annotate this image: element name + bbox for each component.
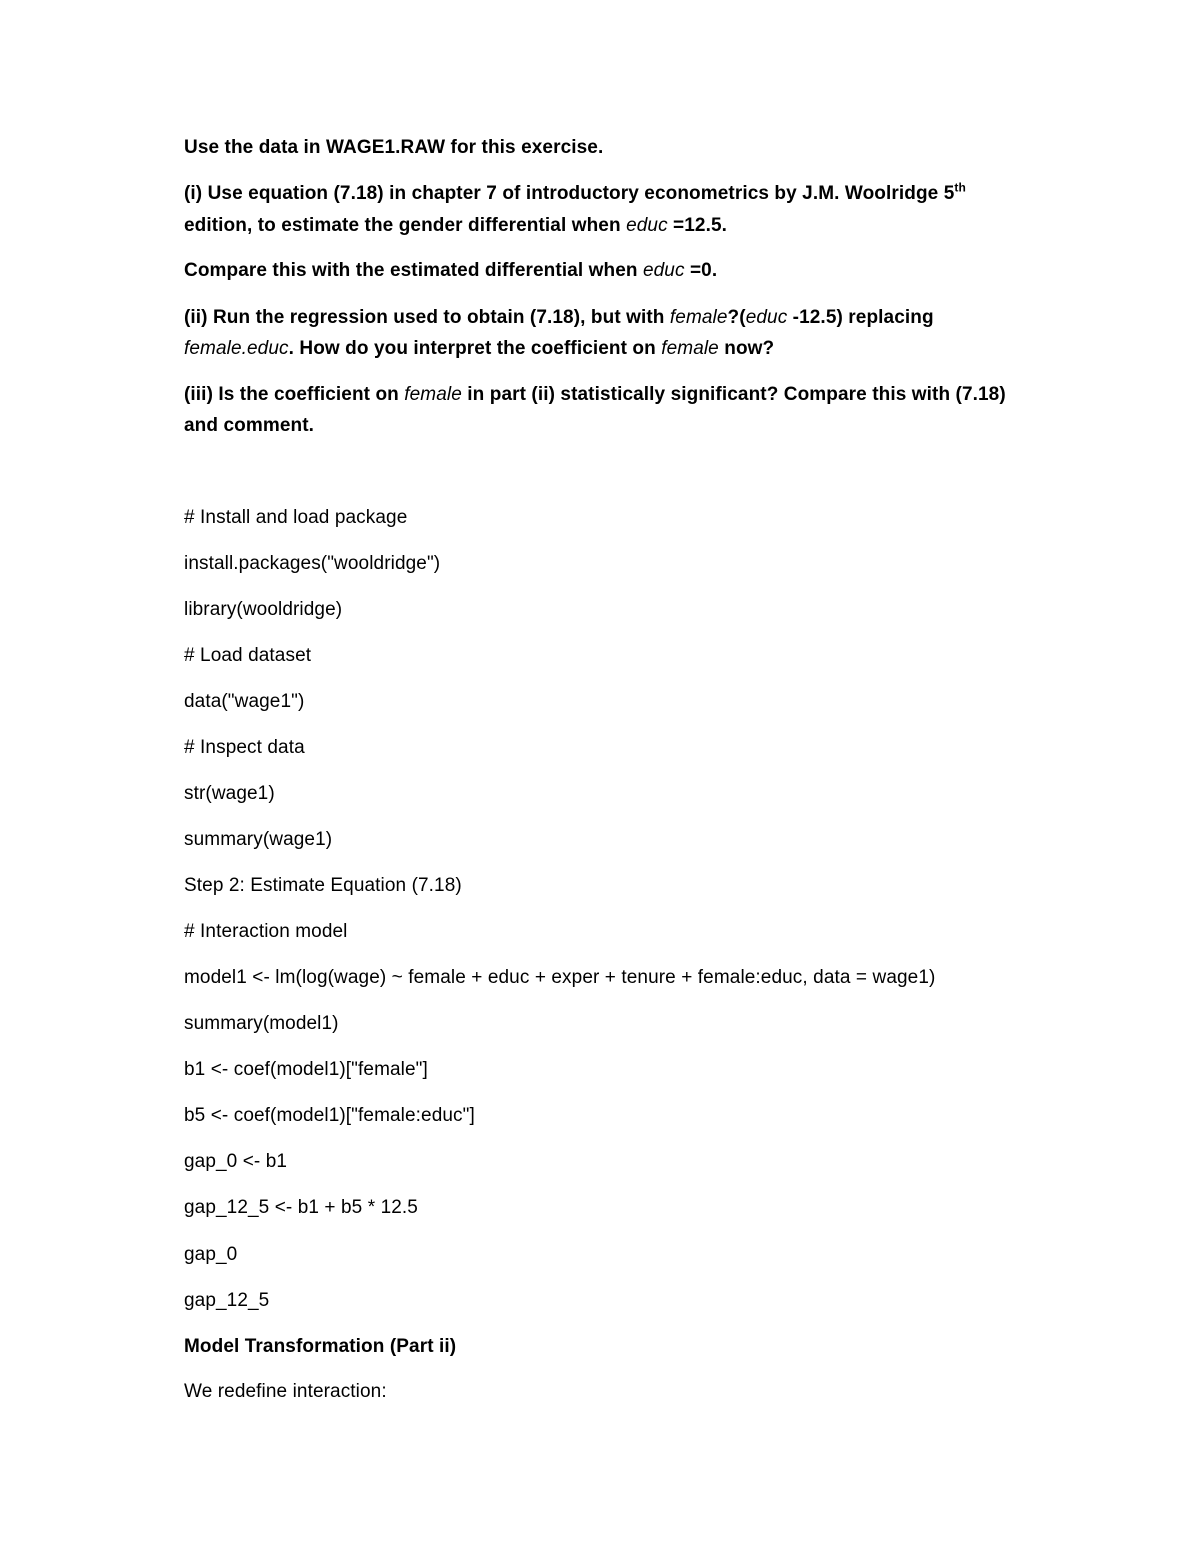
code-comment-interaction: # Interaction model (184, 921, 348, 942)
code-line-install: install.packages("wooldridge") (184, 553, 441, 574)
code-comment-install: # Install and load package (184, 507, 408, 528)
step-2-heading: Step 2: Estimate Equation (7.18) (184, 875, 462, 896)
part-iii-line-1: (iii) Is the coefficient on female in part (ii) statistically significant? Compare this with (7.18) (184, 384, 1006, 405)
section-text-redefine: We redefine interaction: (184, 1381, 387, 1402)
code-line-summary-model1: summary(model1) (184, 1013, 339, 1034)
code-comment-load: # Load dataset (184, 645, 312, 666)
code-line-summary: summary(wage1) (184, 829, 333, 850)
code-line-str: str(wage1) (184, 783, 275, 804)
section-heading-part-ii: Model Transformation (Part ii) (184, 1336, 457, 1357)
compare-text (184, 259, 717, 283)
part-iii-line-2: and comment. (184, 415, 314, 436)
compare-text-a: Compare this with the estimated differential when (184, 260, 643, 281)
code-line-gap-12-5-print: gap_12_5 (184, 1290, 270, 1311)
code-line-model1: model1 <- lm(log(wage) ~ female + educ + exper + tenure + female:educ, data = wage1) (184, 967, 936, 988)
code-line-gap-0: gap_0 <- b1 (184, 1151, 288, 1172)
compare-text-b: =0. (684, 260, 718, 281)
part-ii-line-1: (ii) Run the regression used to obtain (7.18), but with female?(educ -12.5) replacing (184, 307, 934, 328)
part-i-line-2: edition, to estimate the gender differential when educ =12.5. (184, 215, 728, 236)
intro-text: Use the data in WAGE1.RAW for this exercise. (184, 137, 604, 158)
part-i-line-1: (i) Use equation (7.18) in chapter 7 of introductory econometrics by J.M. Woolridge 5th (184, 180, 966, 204)
code-line-b1: b1 <- coef(model1)["female"] (184, 1059, 428, 1080)
code-line-b5: b5 <- coef(model1)["female:educ"] (184, 1105, 475, 1126)
code-line-library: library(wooldridge) (184, 599, 343, 620)
compare-text-var: educ (642, 260, 685, 281)
part-ii-line-2: female.educ. How do you interpret the coefficient on female now? (184, 338, 775, 359)
code-line-gap-0-print: gap_0 (184, 1244, 238, 1265)
code-comment-inspect: # Inspect data (184, 737, 305, 758)
code-line-data: data("wage1") (184, 691, 305, 712)
code-line-gap-12-5: gap_12_5 <- b1 + b5 * 12.5 (184, 1197, 418, 1218)
